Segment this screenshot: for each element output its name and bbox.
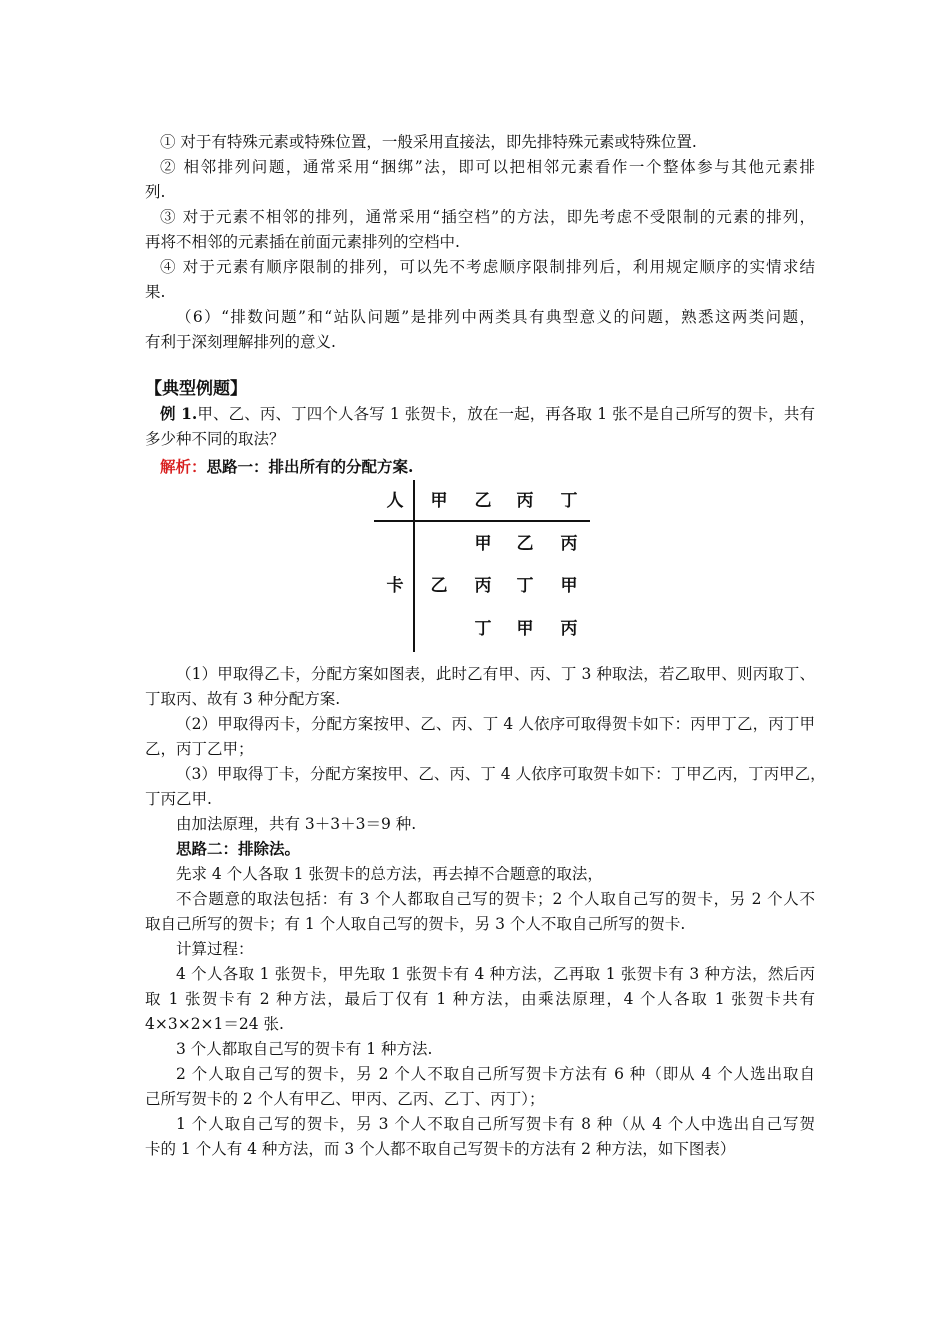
calc-4-line-2: 卡的 1 个人有 4 种方法，而 3 个人都不取自己写贺卡的方法有 2 种方法，如下图表） — [145, 1140, 736, 1158]
calc-2: 3 个人都取自己写的贺卡有 1 种方法. — [176, 1040, 433, 1058]
figure-row-header: 人 — [386, 491, 404, 511]
case-3-line-2: 丁丙乙甲. — [145, 790, 212, 808]
analysis-line — [160, 456, 830, 478]
method-item-6-line-1: （6）“排数问题”和“站队问题”是排列中两类具有典型意义的问题，熟悉这两类问题， — [176, 308, 815, 326]
figure-person-3: 丙 — [516, 491, 534, 511]
calc-1-line-1: 4 个人各取 1 张贺卡，甲先取 1 张贺卡有 4 种方法，乙再取 1 张贺卡有 3 种方法，然后丙 — [176, 965, 815, 983]
figure-cell: 甲 — [516, 619, 534, 639]
figure-cell: 丙 — [560, 534, 578, 554]
figure-cell: 丁 — [474, 619, 492, 639]
figure-cell: 甲 — [560, 576, 578, 596]
example-1-line-1 — [160, 403, 815, 425]
figure-person-2: 乙 — [474, 491, 492, 511]
method-item-2-line-2: 列. — [145, 183, 166, 201]
addition-principle: 由加法原理，共有 3＋3＋3＝9 种. — [176, 815, 417, 833]
figure-cell: 丁 — [516, 576, 534, 596]
analysis-label: 解析： — [160, 457, 207, 476]
case-3-line-1: （3）甲取得丁卡，分配方案按甲、乙、丙、丁 4 人依序可取贺卡如下：丁甲乙丙，丁丙甲乙， — [176, 765, 826, 783]
calc-1-line-2: 取 1 张贺卡有 2 种方法，最后丁仅有 1 种方法，由乘法原理，4 个人各取 1 张贺卡共有 — [145, 990, 815, 1008]
method-2-line-1: 先求 4 个人各取 1 张贺卡的总方法，再去掉不合题意的取法， — [176, 865, 603, 883]
distribution-figure — [370, 480, 595, 652]
calc-4-line-1: 1 个人取自己写的贺卡，另 3 个人不取自己所写贺卡有 8 种（从 4 个人中选出自己写贺 — [176, 1115, 815, 1133]
figure-first-card: 乙 — [430, 576, 448, 596]
example-label: 例 1. — [160, 404, 198, 423]
figure-cell: 甲 — [474, 534, 492, 554]
figure-cell: 丙 — [474, 576, 492, 596]
method-item-1: ① 对于有特殊元素或特殊位置，一般采用直接法，即先排特殊元素或特殊位置. — [160, 133, 697, 151]
calc-3-line-1: 2 个人取自己写的贺卡，另 2 个人不取自己所写贺卡方法有 6 种（即从 4 个人选出取自 — [176, 1065, 815, 1083]
figure-cell: 乙 — [516, 534, 534, 554]
case-1-line-2: 丁取丙、故有 3 种分配方案. — [145, 690, 341, 708]
method-item-4-line-2: 果. — [145, 283, 166, 301]
method-2-line-2b: 取自己所写的贺卡；有 1 个人取自己写的贺卡，另 3 个人不取自己所写的贺卡. — [145, 915, 686, 933]
figure-horizontal-divider — [374, 520, 590, 522]
calc-title: 计算过程： — [176, 940, 254, 958]
example-text: 甲、乙、丙、丁四个人各写 1 张贺卡，放在一起，再各取 1 张不是自己所写的贺卡，共有 — [197, 405, 815, 423]
section-heading: 【典型例题】 — [145, 379, 247, 399]
method-2-title: 思路二：排除法。 — [176, 839, 301, 858]
method-item-2-line-1: ② 相邻排列问题，通常采用“捆绑”法，即可以把相邻元素看作一个整体参与其他元素排 — [160, 158, 815, 176]
example-1-line-2: 多少种不同的取法？ — [145, 430, 285, 448]
figure-cell: 丙 — [560, 619, 578, 639]
method-item-6-line-2: 有利于深刻理解排列的意义. — [145, 333, 336, 351]
case-1-line-1: （1）甲取得乙卡，分配方案如图表，此时乙有甲、丙、丁 3 种取法，若乙取甲、则丙取丁、 — [176, 665, 815, 683]
calc-1-line-3: 4×3×2×1＝24 张. — [145, 1015, 284, 1033]
figure-vertical-divider — [413, 480, 415, 652]
method-2-line-2a: 不合题意的取法包括：有 3 个人都取自己写的贺卡；2 个人取自己写的贺卡，另 2 个人不 — [176, 890, 815, 908]
method-item-3-line-1: ③ 对于元素不相邻的排列，通常采用“插空档”的方法，即先考虑不受限制的元素的排列， — [160, 208, 815, 226]
method-item-4-line-1: ④ 对于元素有顺序限制的排列，可以先不考虑顺序限制排列后，利用规定顺序的实情求结 — [160, 258, 815, 276]
calc-3-line-2: 己所写贺卡的 2 个人有甲乙、甲丙、乙丙、乙丁、丙丁）； — [145, 1090, 545, 1108]
figure-person-1: 甲 — [430, 491, 448, 511]
method-1-title: 思路一：排出所有的分配方案. — [206, 457, 414, 476]
figure-person-4: 丁 — [560, 491, 578, 511]
case-2-line-1: （2）甲取得丙卡，分配方案按甲、乙、丙、丁 4 人依序可取得贺卡如下：丙甲丁乙，丙丁甲 — [176, 715, 815, 733]
method-item-3-line-2: 再将不相邻的元素插在前面元素排列的空档中. — [145, 233, 460, 251]
figure-col-header: 卡 — [386, 576, 404, 596]
case-2-line-2: 乙，丙丁乙甲； — [145, 740, 254, 758]
